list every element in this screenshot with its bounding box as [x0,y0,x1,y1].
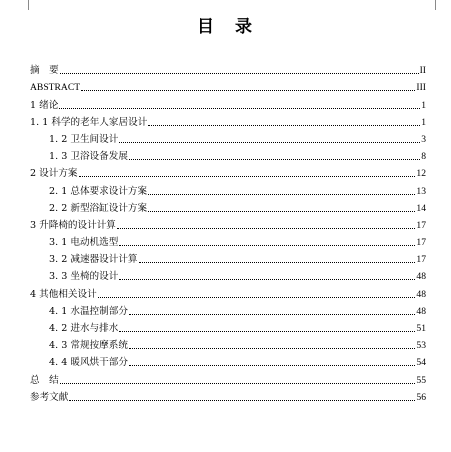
toc-entry-label: 4. 2 进水与排水 [49,323,119,334]
toc-entry-label: 3. 1 电动机选型 [49,237,119,249]
toc-leader-dots [148,125,420,126]
toc-leader-dots [98,297,416,298]
toc-entry-section-2-2[interactable] [30,198,426,215]
toc-entry-label: 4. 4 暖风烘干部分 [49,357,128,369]
toc-entry-label: 参考文献 [30,391,69,403]
toc-entry-section-4-2[interactable] [30,318,426,335]
toc-leader-dots [81,90,415,91]
toc-entry-label: 摘 要 [30,65,59,77]
toc-entry-label: 1. 1 科学的老年人家居设计 [30,116,148,128]
toc-entry-chapter-1[interactable] [30,94,426,111]
toc-entry-page: 48 [416,288,426,300]
toc-leader-dots [119,245,415,246]
toc-leader-dots [148,194,415,195]
toc-entry-label: 1 绪论 [30,99,59,111]
toc-entry-page: 8 [421,151,426,163]
toc-entry-chapter-4[interactable] [30,283,426,300]
toc-entry-section-3-1[interactable] [30,232,426,249]
toc-entry-label: 1. 3 卫浴设备发展 [49,151,128,163]
toc-title: 目 录 [197,17,254,37]
toc-entry-label: 3 升降椅的设计计算 [30,219,116,231]
toc-entry-page: II [419,65,426,77]
toc-entry-page: 54 [416,357,426,369]
toc-entry-label: 1. 2 卫生间设计 [49,133,119,145]
toc-entry-label: ABSTRACT [30,82,81,94]
crop-mark-left [28,0,29,10]
toc-entry-abstract-cn[interactable] [30,60,426,77]
toc-entry-page: III [416,82,426,94]
toc-entry-label: 总 结 [30,374,59,386]
toc-leader-dots [119,331,415,332]
toc-entry-page: 3 [421,133,426,145]
toc-entry-label: 4. 3 常规按摩系统 [49,340,128,352]
toc-entry-abstract-en[interactable] [30,77,426,94]
toc-entry-section-1-3[interactable] [30,146,426,163]
toc-entry-label: 2. 2 新型浴缸设计方案 [49,202,148,214]
toc-entry-page: 53 [416,340,426,352]
toc-entry-page: 17 [416,237,426,249]
toc-leader-dots [60,383,416,384]
toc-leader-dots [119,279,415,280]
toc-entry-page: 56 [416,391,426,403]
toc-entry-section-4-3[interactable] [30,335,426,352]
toc-entry-label: 4 其他相关设计 [30,288,97,300]
toc-entry-section-3-3[interactable] [30,266,426,283]
toc-leader-dots [59,108,420,109]
toc-leader-dots [60,73,419,74]
toc-leader-dots [129,348,415,349]
toc-leader-dots [69,400,415,401]
toc-leader-dots [119,142,420,143]
toc-entry-summary[interactable] [30,369,426,386]
toc-leader-dots [129,365,415,366]
toc-entry-section-1-1[interactable] [30,112,426,129]
toc-entry-page: 48 [416,271,426,283]
toc-entry-page: 17 [416,219,426,231]
toc-entry-chapter-3[interactable] [30,215,426,232]
toc-entry-section-4-1[interactable] [30,301,426,318]
toc-entry-page: 17 [416,254,426,266]
toc-leader-dots [148,211,415,212]
toc-entry-page: 13 [416,185,426,197]
toc-entry-page: 55 [416,374,426,386]
crop-mark-right [435,0,436,10]
toc-leader-dots [117,228,416,229]
toc-entry-page: 51 [416,323,426,334]
toc-leader-dots [129,159,420,160]
toc-entry-label: 2. 1 总体要求设计方案 [49,185,148,197]
toc-entry-label: 4. 1 水温控制部分 [49,305,128,317]
toc-entry-page: 14 [416,202,426,214]
toc-entry-page: 1 [421,99,426,111]
toc-entry-label: 2 设计方案 [30,168,78,180]
toc-entry-page: 48 [416,305,426,317]
table-of-contents [30,60,426,404]
toc-entry-section-4-4[interactable] [30,352,426,369]
toc-leader-dots [79,176,416,177]
toc-entry-section-3-2[interactable] [30,249,426,266]
toc-leader-dots [139,262,416,263]
toc-entry-section-1-2[interactable] [30,129,426,146]
toc-entry-page: 12 [416,168,426,180]
toc-entry-page: 1 [421,116,426,128]
toc-entry-label: 3. 2 减速器设计计算 [49,254,138,266]
toc-entry-chapter-2[interactable] [30,163,426,180]
toc-entry-label: 3. 3 坐椅的设计 [49,271,119,283]
toc-entry-section-2-1[interactable] [30,180,426,197]
toc-entry-references[interactable] [30,387,426,404]
toc-leader-dots [129,314,415,315]
